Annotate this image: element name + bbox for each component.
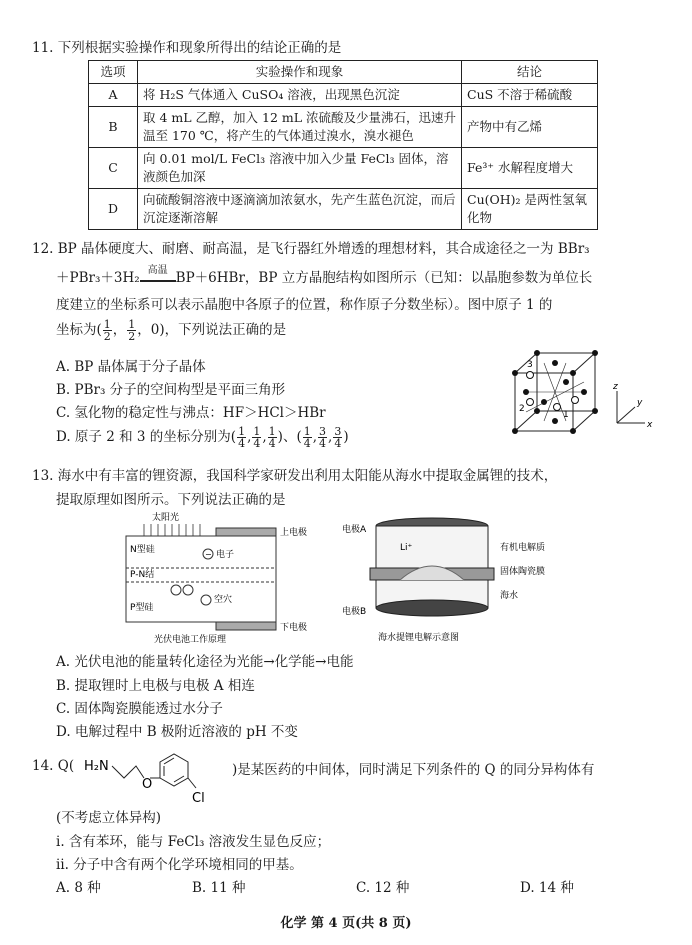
reaction-arrow	[140, 265, 176, 282]
electrolysis-figure	[340, 512, 546, 647]
fraction: $\frac{1}{2}$	[128, 318, 136, 343]
oxygen-label: O	[142, 777, 153, 792]
q12-option-c: C. 氢化物的稳定性与沸点：HF＞HCl＞HBr	[56, 405, 326, 421]
bottom-electrode-label: 下电极	[280, 623, 308, 633]
q12-option-d: D. 原子 2 和 3 的坐标分别为( $\frac{1}{4}$ , $\frac{1}{4}$ , $\frac{1}{4}$ )、( $\frac{1}{4}$ , $\frac{3}{4}$ , $\frac{3}{4}$ )	[56, 425, 349, 450]
axis-y-label: y	[637, 398, 643, 408]
crystal-cell-figure	[505, 345, 665, 445]
q13-line2: 提取原理如图所示。下列说法正确的是	[56, 492, 286, 508]
reaction-products: BP＋6HBr，BP 立方晶胞结构如图所示（已知：以晶胞参数为单位长	[175, 270, 593, 286]
row-operation: 将 H₂S 气体通入 CuSO₄ 溶液，出现黑色沉淀	[138, 84, 462, 107]
hole-label: 空穴	[214, 595, 233, 605]
axis-z-label: z	[613, 382, 618, 392]
ceramic-membrane-label: 固体陶瓷膜	[500, 567, 546, 577]
coord-suffix: ，0)，下列说法正确的是	[137, 322, 287, 338]
col-header-option: 选项	[89, 61, 138, 84]
electrode-a-label: 电极A	[342, 525, 367, 535]
col-header-operation: 实验操作和现象	[138, 61, 462, 84]
q14-stem-a: 14. Q(	[32, 758, 75, 774]
table-header-row	[89, 61, 598, 84]
page-footer: 化学 第 4 页(共 8 页)	[280, 916, 412, 931]
q13-option-d: D. 电解过程中 B 极附近溶液的 pH 不变	[56, 724, 298, 740]
table-row	[89, 84, 598, 107]
q12-line3: 度建立的坐标系可以表示晶胞中各原子的位置，称作原子分数坐标）。图中原子 1 的	[56, 297, 553, 313]
q14-condition-2: ⅱ. 分子中含有两个化学环境相同的甲基。	[56, 857, 303, 873]
q14-option-d: D. 14 种	[520, 880, 574, 896]
organic-electrolyte-label: 有机电解质	[500, 543, 546, 553]
row-option: C	[89, 148, 138, 189]
table-row	[89, 189, 598, 230]
q13-option-a: A. 光伏电池的能量转化途径为光能→化学能→电能	[56, 654, 354, 670]
q14-note: (不考虑立体异构)	[56, 810, 162, 826]
q12-option-b: B. PBr₃ 分子的空间构型是平面三角形	[56, 382, 286, 398]
pn-junction-label: P-N结	[130, 570, 155, 580]
row-conclusion: 产物中有乙烯	[462, 107, 598, 148]
row-conclusion: CuS 不溶于稀硫酸	[462, 84, 598, 107]
q14-condition-1: ⅰ. 含有苯环，能与 FeCl₃ 溶液发生显色反应；	[56, 834, 331, 850]
photovoltaic-figure	[118, 510, 308, 645]
row-option: B	[89, 107, 138, 148]
svg-text:−: −	[205, 550, 212, 559]
row-conclusion: Fe³⁺ 水解程度增大	[462, 148, 598, 189]
q12-option-a: A. BP 晶体属于分子晶体	[56, 359, 206, 375]
axis-x-label: x	[647, 420, 653, 430]
amine-label: H₂N	[84, 759, 109, 774]
electron-label: 电子	[216, 550, 235, 560]
n-silicon-label: N型硅	[130, 545, 155, 555]
atom-3-label: 3	[527, 360, 533, 370]
p-silicon-label: P型硅	[130, 603, 154, 613]
arrow-condition: 高温	[147, 265, 168, 276]
row-operation: 取 4 mL 乙醇，加入 12 mL 浓硫酸及少量沸石，迅速升温至 170 ℃，将产生的气体通过溴水，溴水褪色	[138, 107, 462, 148]
q11-table	[88, 60, 598, 230]
q12-line1: 12. BP 晶体硬度大、耐磨、耐高温，是飞行器红外增透的理想材料，其合成途径之一为 BBr₃	[32, 241, 590, 257]
row-operation: 向 0.01 mol/L FeCl₃ 溶液中加入少量 FeCl₃ 固体，溶液颜色加深	[138, 148, 462, 189]
q12-line4: 坐标为( $\frac{1}{2}$ ， $\frac{1}{2}$ ，0)，下列说法正确的是	[56, 318, 287, 343]
coord-prefix: 坐标为(	[56, 322, 102, 338]
sunlight-label: 太阳光	[152, 513, 180, 523]
molecule-structure	[84, 738, 234, 804]
seawater-label: 海水	[500, 591, 519, 601]
q14-option-c: C. 12 种	[356, 880, 410, 896]
fraction: $\frac{1}{2}$	[103, 318, 111, 343]
row-conclusion: Cu(OH)₂ 是两性氢氧化物	[462, 189, 598, 230]
q11-stem: 11. 下列根据实验操作和现象所得出的结论正确的是	[32, 40, 342, 56]
electrode-b-label: 电极B	[342, 607, 367, 617]
col-header-conclusion: 结论	[462, 61, 598, 84]
atom-2-label: 2	[519, 404, 525, 414]
top-electrode-label: 上电极	[280, 528, 308, 538]
q13-option-c: C. 固体陶瓷膜能透过水分子	[56, 701, 223, 717]
table-row	[89, 107, 598, 148]
q14-stem-b: )是某医药的中间体，同时满足下列条件的 Q 的同分异构体有	[232, 762, 595, 778]
q14-option-b: B. 11 种	[192, 880, 246, 896]
reaction-reactants: ＋PBr₃＋3H₂	[56, 270, 140, 286]
chlorine-label: Cl	[192, 791, 205, 806]
lithium-ion-label: Li⁺	[400, 543, 413, 553]
q12-line2	[56, 266, 592, 286]
row-option: A	[89, 84, 138, 107]
table-row	[89, 148, 598, 189]
row-operation: 向硫酸铜溶液中逐滴滴加浓氨水，先产生蓝色沉淀，而后沉淀逐渐溶解	[138, 189, 462, 230]
photovoltaic-caption: 光伏电池工作原理	[154, 635, 227, 645]
row-option: D	[89, 189, 138, 230]
q13-option-b: B. 提取锂时上电极与电极 A 相连	[56, 678, 255, 694]
atom-1-label: 1	[563, 410, 569, 420]
q13-line1: 13. 海水中有丰富的锂资源，我国科学家研发出利用太阳能从海水中提取金属锂的技术，	[32, 468, 558, 484]
electrolysis-caption: 海水提锂电解示意图	[378, 633, 460, 643]
q14-option-a: A. 8 种	[56, 880, 101, 896]
